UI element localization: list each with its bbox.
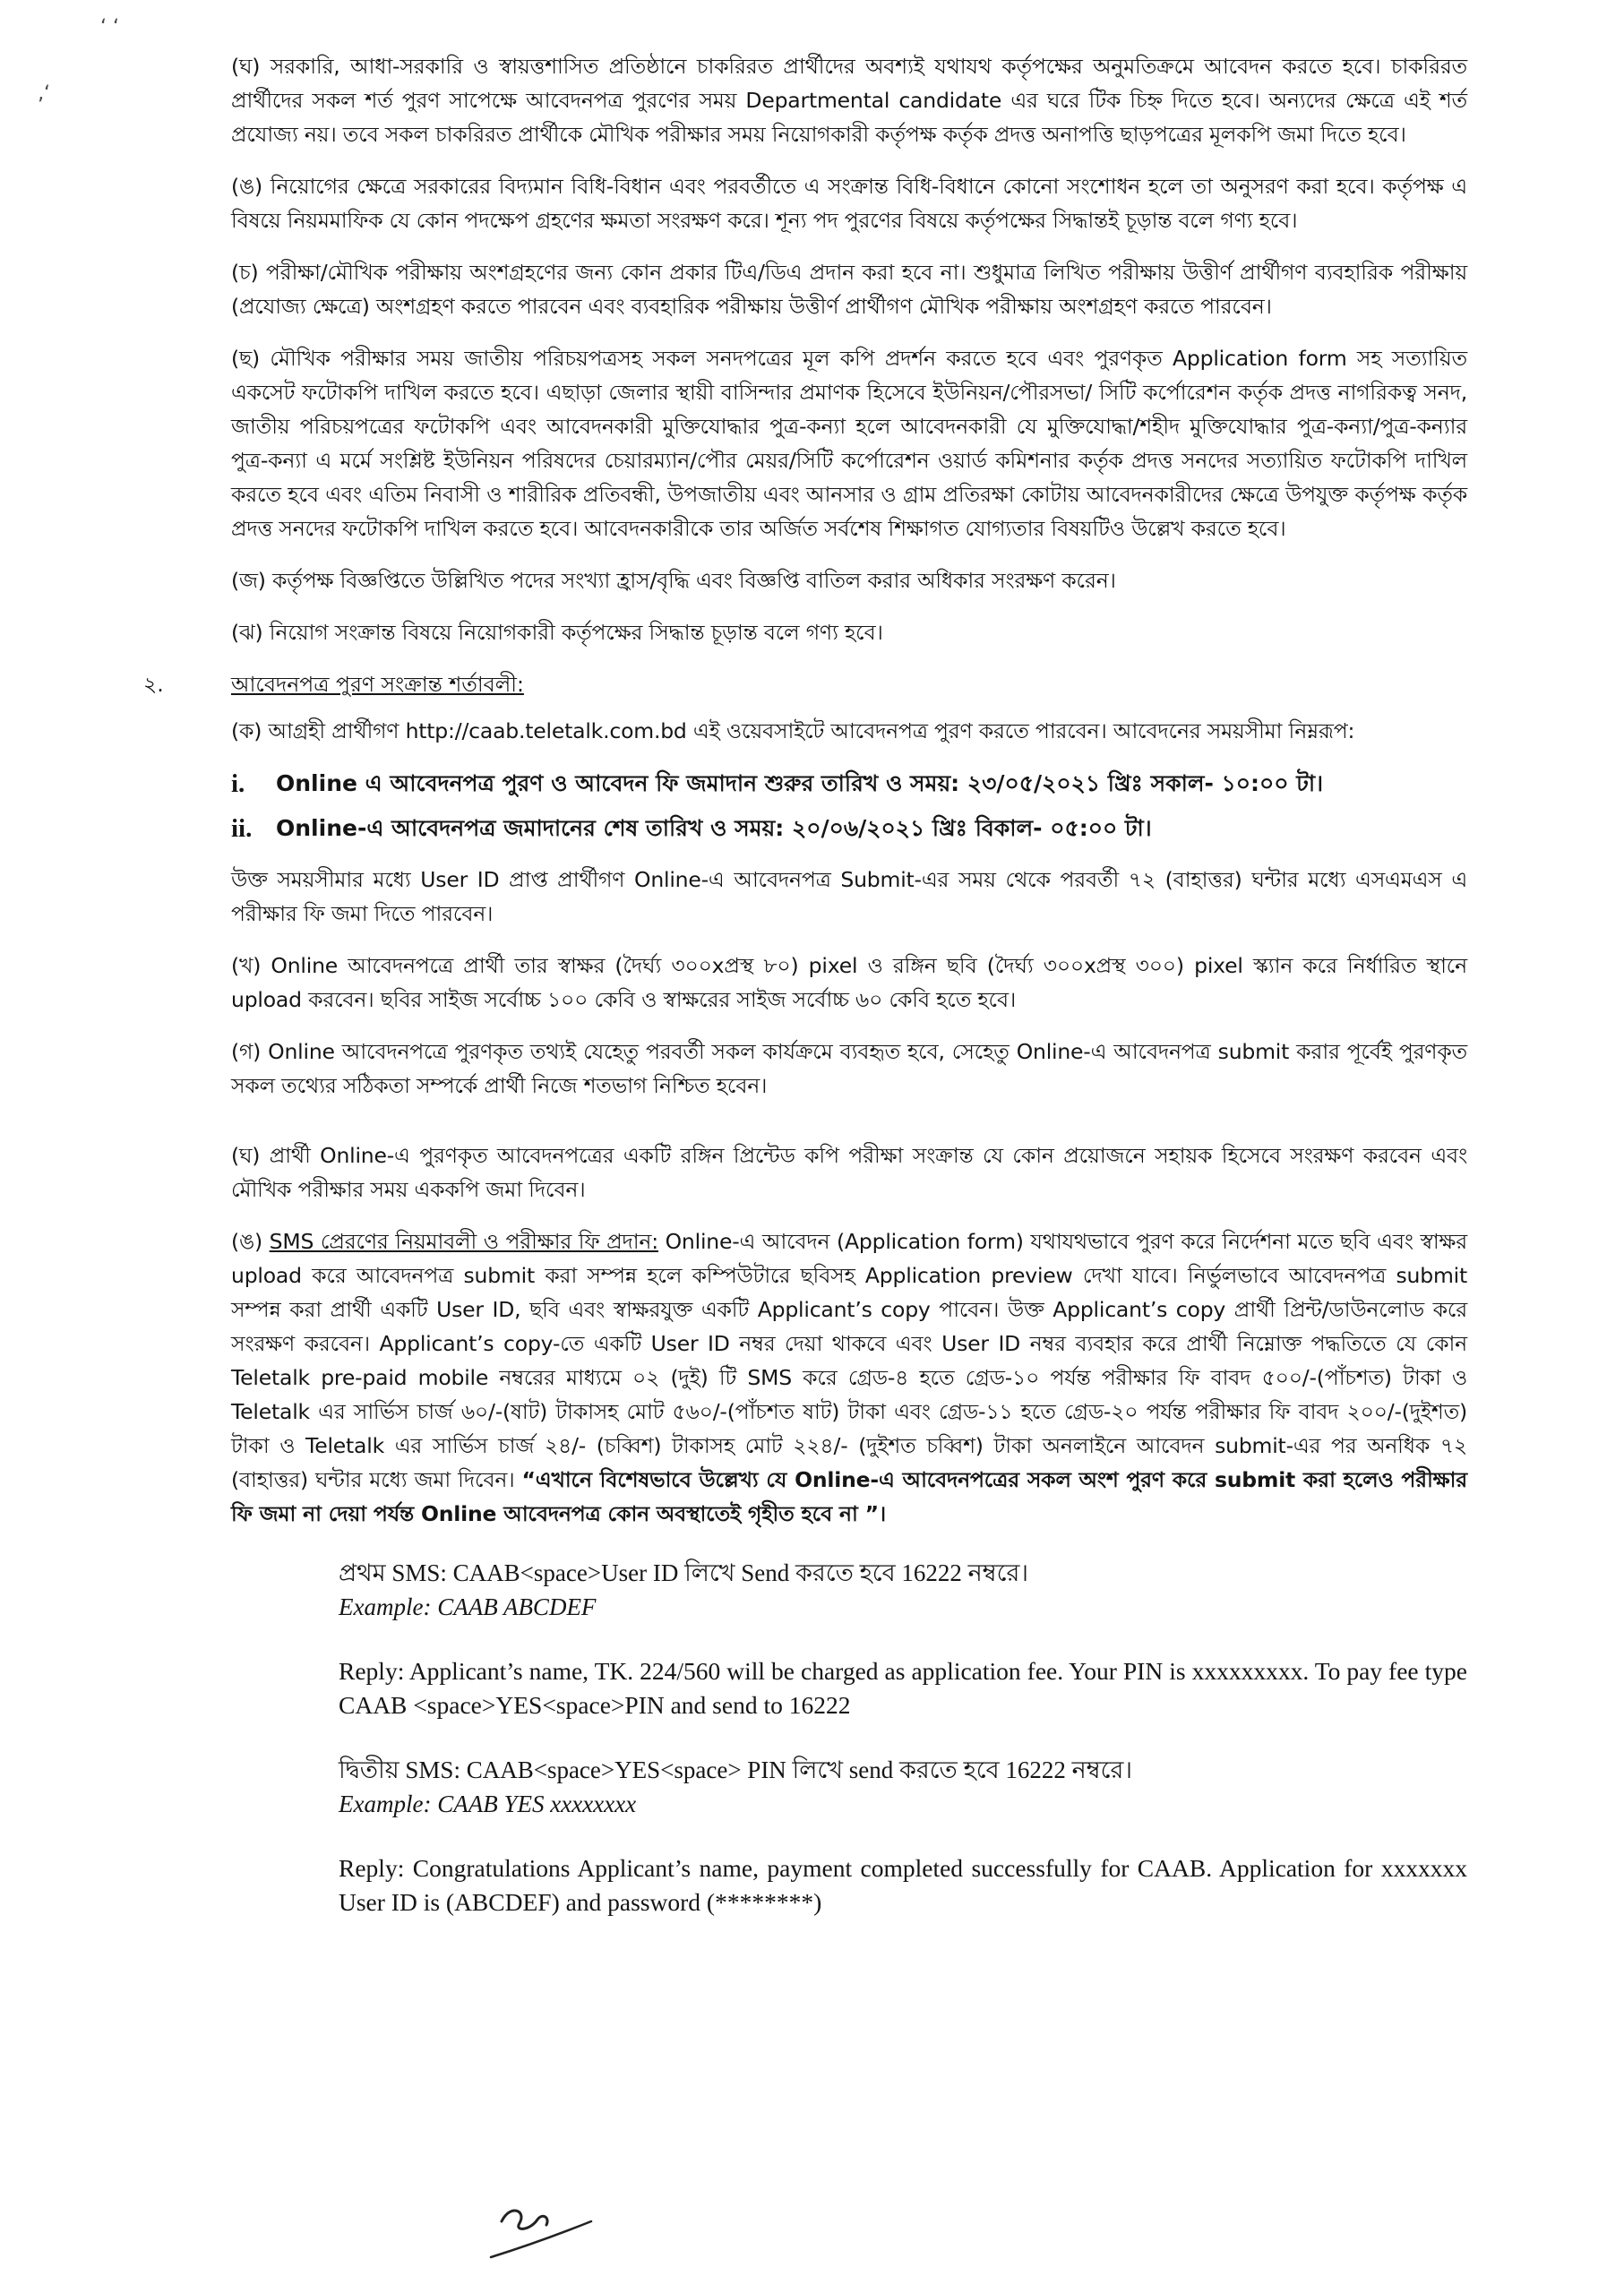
- deadline-text: Online-এ আবেদনপত্র জমাদানের শেষ তারিখ ও সময়: ২০/০৬/২০২১ খ্রিঃ বিকাল- ০৫:০০ টা।: [276, 815, 1152, 841]
- roman-numeral: ii.: [231, 814, 253, 843]
- roman-numeral: i.: [231, 769, 245, 798]
- first-sms-example: Example: CAAB ABCDEF: [339, 1593, 597, 1620]
- first-sms: প্রথম SMS: CAAB<space>User ID লিখে Send করতে হবে 16222 নম্বরে।: [339, 1559, 1029, 1586]
- document-body: [143, 49, 1467, 1950]
- deadline-text: Online এ আবেদনপত্র পুরণ ও আবেদন ফি জমাদান শুরুর তারিখ ও সময়: ২৩/০৫/২০২১ খ্রিঃ সকাল- ১০:০০ টা।: [276, 770, 1324, 796]
- clause-ka: (ক) আগ্রহী প্রার্থীগণ http://caab.teletalk.com.bd এই ওয়েবসাইটে আবেদনপত্র পুরণ করতে পারবেন। আবেদনের সময়সীমা নিম্নরূপ:: [231, 718, 1355, 743]
- handwritten-page-number: [484, 2194, 600, 2266]
- clause-ka-note: উক্ত সময়সীমার মধ্যে User ID প্রাপ্ত প্রার্থীগণ Online-এ আবেদনপত্র Submit-এর সময় থেকে পরবর্তী ৭২ (বাহাত্তর) ঘন্টার মধ্যে এসএমএস এ পরীক্ষার ফি জমা দিতে পারবেন।: [231, 867, 1467, 926]
- second-sms: দ্বিতীয় SMS: CAAB<space>YES<space> PIN লিখে send করতে হবে 16222 নম্বরে।: [339, 1756, 1133, 1783]
- clause-kha: (খ) Online আবেদনপত্রে প্রার্থী তার স্বাক্ষর (দৈর্ঘ্য ৩০০xপ্রস্থ ৮০) pixel ও রঙ্গিন ছবি (দৈর্ঘ্য ৩০০xপ্রস্থ ৩০০) pixel স্ক্যান করে নির্ধারিত স্থানে upload করবেন। ছবির সাইজ সর্বোচ্চ ১০০ কেবি ও স্বাক্ষরের সাইজ সর্বোচ্চ ৬০ কেবি হতে হবে।: [231, 953, 1467, 1012]
- deadline-item: [231, 811, 1467, 846]
- clause-prefix: (ঙ): [231, 1229, 270, 1254]
- clause-ga: (গ) Online আবেদনপত্রে পুরণকৃত তথ্যই যেহেতু পরবর্তী সকল কার্যক্রমে ব্যবহৃত হবে, সেহেতু Online-এ আবেদনপত্র submit করার পূর্বেই পুরণকৃত সকল তথ্যের সঠিকতা সম্পর্কে প্রার্থী নিজে শতভাগ নিশ্চিত হবেন।: [231, 1039, 1467, 1098]
- clause-gha-2: (ঘ) প্রার্থী Online-এ পুরণকৃত আবেদনপত্রের একটি রঙ্গিন প্রিন্টেড কপি পরীক্ষা সংক্রান্ত যে কোন প্রয়োজনে সহায়ক হিসেবে সংরক্ষণ করবেন এবং মৌখিক পরীক্ষার সময় এককপি জমা দিবেন।: [231, 1143, 1467, 1202]
- clause-emphasis: “এখানে বিশেষভাবে উল্লেখ্য যে Online-এ আবেদনপত্রের সকল অংশ পুরণ করে submit করা হলেও পরীক্ষার ফি জমা না দেয়া পর্যন্ত Online আবেদনপত্র কোন অবস্থাতেই গৃহীত হবে না ”।: [231, 1467, 1467, 1526]
- section-number: ২.: [143, 672, 164, 697]
- clause-uma-2: [231, 1224, 1467, 1531]
- first-sms-reply: Reply: Applicant’s name, TK. 224/560 will be charged as application fee. Your PIN is xxxxxxxxx. To pay fee type CAAB <space>YES<space>PIN and send to 16222: [339, 1657, 1467, 1719]
- second-sms-example: Example: CAAB YES xxxxxxxx: [339, 1791, 637, 1817]
- clause-chha: (ছ) মৌখিক পরীক্ষার সময় জাতীয় পরিচয়পত্রসহ সকল সনদপত্রের মূল কপি প্রদর্শন করতে হবে এবং পুরণকৃত Application form সহ সত্যায়িত একসেট ফটোকপি দাখিল করতে হবে। এছাড়া জেলার স্থায়ী বাসিন্দার প্রমাণক হিসেবে ইউনিয়ন/পৌরসভা/ সিটি কর্পোরেশন কর্তৃক প্রদত্ত নাগরিকত্ব সনদ, জাতীয় পরিচয়পত্রের ফটোকপি এবং আবেদনকারী মুক্তিযোদ্ধার পুত্র-কন্যা হলে আবেদনকারী যে মুক্তিযোদ্ধা/শহীদ মুক্তিযোদ্ধার পুত্র-কন্যা/পুত্র-কন্যার পুত্র-কন্যা এ মর্মে সংশ্লিষ্ট ইউনিয়ন পরিষদের চেয়ারম্যান/পৌর মেয়র/সিটি কর্পোরেশন ওয়ার্ড কমিশনার কর্তৃক প্রদত্ত সনদের সত্যায়িত ফটোকপি দাখিল করতে হবে এবং এতিম নিবাসী ও শারীরিক প্রতিবন্ধী, উপজাতীয় এবং আনসার ও গ্রাম প্রতিরক্ষা কোটায় আবেদনকারীদের ক্ষেত্রে উপযুক্ত কর্তৃপক্ষ কর্তৃক প্রদত্ত সনদের ফটোকপি দাখিল করতে হবে। আবেদনকারীকে তার অর্জিত সর্বশেষ শিক্ষাগত যোগ্যতার বিষয়টিও উল্লেখ করতে হবে।: [231, 346, 1467, 541]
- scan-mark: ‘ ‘: [100, 16, 119, 39]
- sms-instructions: [231, 1556, 1467, 1919]
- clause-subtitle: SMS প্রেরণের নিয়মাবলী ও পরীক্ষার ফি প্রদান:: [269, 1229, 658, 1254]
- deadline-item: [231, 766, 1467, 802]
- scan-mark: ‚‘: [38, 82, 50, 105]
- section-heading: [143, 667, 1467, 701]
- section-title: আবেদনপত্র পুরণ সংক্রান্ত শর্তাবলী:: [231, 672, 524, 697]
- clause-uma: (ঙ) নিয়োগের ক্ষেত্রে সরকারের বিদ্যমান বিধি-বিধান এবং পরবর্তীতে এ সংক্রান্ত বিধি-বিধানে কোনো সংশোধন হলে তা অনুসরণ করা হবে। কর্তৃপক্ষ এ বিষয়ে নিয়মমাফিক যে কোন পদক্ষেপ গ্রহণের ক্ষমতা সংরক্ষণ করে। শূন্য পদ পুরণের বিষয়ে কর্তৃপক্ষের সিদ্ধান্তই চূড়ান্ত বলে গণ্য হবে।: [231, 174, 1467, 233]
- clause-cha: (চ) পরীক্ষা/মৌখিক পরীক্ষায় অংশগ্রহণের জন্য কোন প্রকার টিএ/ডিএ প্রদান করা হবে না। শুধুমাত্র লিখিত পরীক্ষায় উত্তীর্ণ প্রার্থীগণ ব্যবহারিক পরীক্ষায় (প্রযোজ্য ক্ষেত্রে) অংশগ্রহণ করতে পারবেন এবং ব্যবহারিক পরীক্ষায় উত্তীর্ণ প্রার্থীগণ মৌখিক পরীক্ষায় অংশগ্রহণ করতে পারবেন।: [231, 260, 1467, 319]
- clause-ja: (জ) কর্তৃপক্ষ বিজ্ঞপ্তিতে উল্লিখিত পদের সংখ্যা হ্রাস/বৃদ্ধি এবং বিজ্ঞপ্তি বাতিল করার অধিকার সংরক্ষণ করেন।: [231, 568, 1116, 593]
- clause-jha: (ঝ) নিয়োগ সংক্রান্ত বিষয়ে নিয়োগকারী কর্তৃপক্ষের সিদ্ধান্ত চূড়ান্ত বলে গণ্য হবে।: [231, 620, 883, 645]
- clause-gha: (ঘ) সরকারি, আধা-সরকারি ও স্বায়ত্তশাসিত প্রতিষ্ঠানে চাকরিরত প্রার্থীদের অবশ্যই যথাযথ কর্তৃপক্ষের অনুমতিক্রমে আবেদন করতে হবে। চাকরিরত প্রার্থীদের সকল শর্ত পুরণ সাপেক্ষে আবেদনপত্র পুরণের সময় Departmental candidate এর ঘরে টিক চিহ্ন দিতে হবে। অন্যদের ক্ষেত্রে এই শর্ত প্রযোজ্য নয়। তবে সকল চাকরিরত প্রার্থীকে মৌখিক পরীক্ষার সময় নিয়োগকারী কর্তৃপক্ষ কর্তৃক প্রদত্ত অনাপত্তি ছাড়পত্রের মূলকপি জমা দিতে হবে।: [231, 54, 1467, 147]
- clause-body: Online-এ আবেদন (Application form) যথাযথভাবে পুরণ করে নির্দেশনা মতে ছবি এবং স্বাক্ষর upload করে আবেদনপত্র submit করা সম্পন্ন হলে কম্পিউটারে ছবিসহ Application preview দেখা যাবে। নির্ভুলভাবে আবেদনপত্র submit সম্পন্ন করা প্রার্থী একটি User ID, ছবি এবং স্বাক্ষরযুক্ত একটি Applicant’s copy পাবেন। উক্ত Applicant’s copy প্রার্থী প্রিন্ট/ডাউনলোড করে সংরক্ষণ করবেন। Applicant’s copy-তে একটি User ID নম্বর দেয়া থাকবে এবং User ID নম্বর ব্যবহার করে প্রার্থী নিম্নোক্ত পদ্ধতিতে যে কোন Teletalk pre-paid mobile নম্বরের মাধ্যমে ০২ (দুই) টি SMS করে গ্রেড-৪ হতে গ্রেড-১০ পর্যন্ত পরীক্ষার ফি বাবদ ৫০০/-(পাঁচশত) টাকা ও Teletalk এর সার্ভিস চার্জ ৬০/-(ষাট) টাকাসহ মোট ৫৬০/-(পাঁচশত ষাট) টাকা এবং গ্রেড-১১ হতে গ্রেড-২০ পর্যন্ত পরীক্ষার ফি বাবদ ২০০/-(দুইশত) টাকা ও Teletalk এর সার্ভিস চার্জ ২৪/- (চব্বিশ) টাকাসহ মোট ২২৪/- (দুইশত চব্বিশ) টাকা অনলাইনে আবেদন submit-এর পর অনধিক ৭২ (বাহাত্তর) ঘন্টার মধ্যে জমা দিবেন।: [231, 1229, 1467, 1492]
- second-sms-reply: Reply: Congratulations Applicant’s name, payment completed successfully for CAAB. Application for xxxxxxx User ID is (ABCDEF) and password (********): [339, 1854, 1467, 1916]
